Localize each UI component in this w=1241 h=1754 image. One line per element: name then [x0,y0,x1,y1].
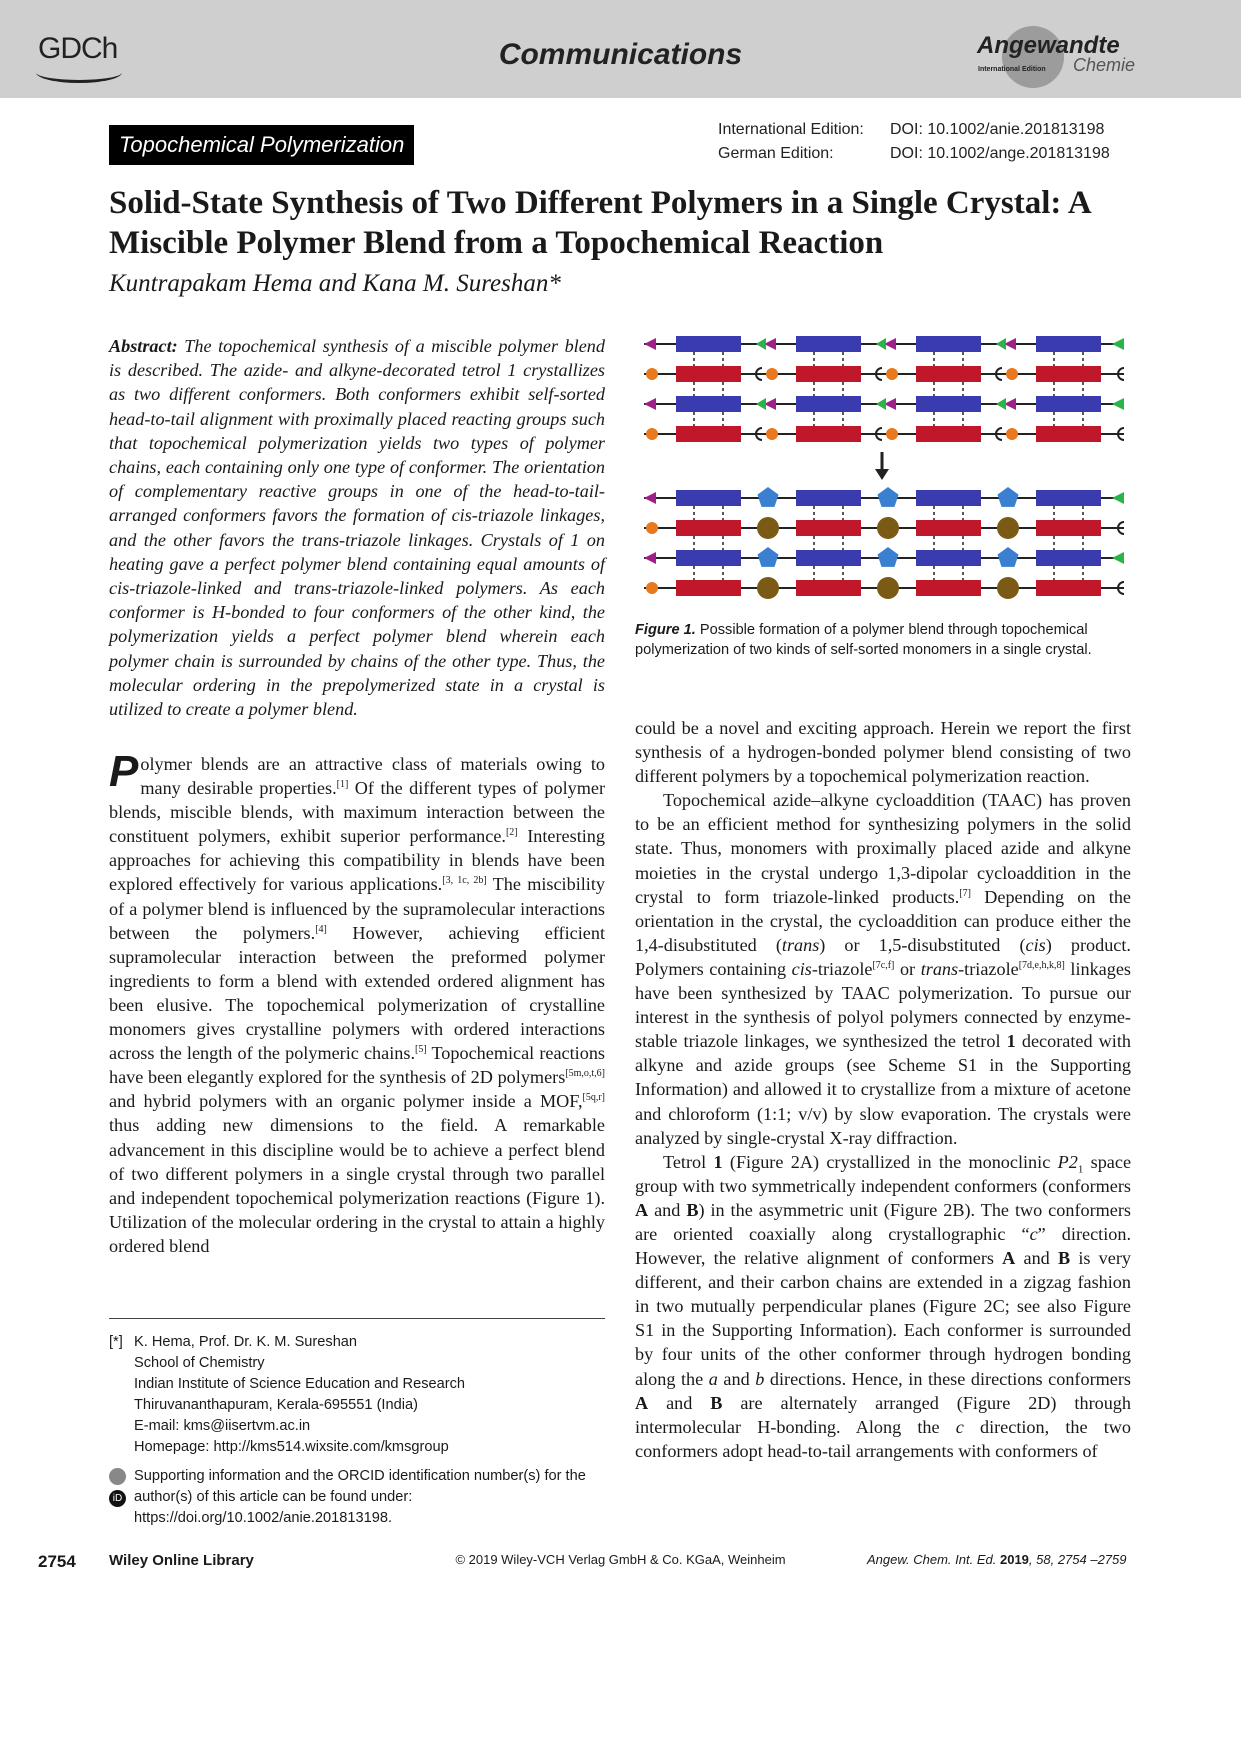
body-text: are alternately arranged (Figure 2D) through intermolecular H-bonding. Along the [635,1392,1131,1437]
body-text: -triazole [811,958,873,979]
azide-marker [1112,398,1124,410]
supporting-info-text[interactable]: Supporting information and the ORCID identification number(s) for the author(s) of this article can be found under: https://doi.org/10.1002/anie.201813198. [134,1468,586,1526]
article-category-tag: Topochemical Polymerization [109,125,414,165]
paragraph [635,788,1131,1149]
citation[interactable]: [1] [336,779,349,791]
polymer-block [796,520,861,536]
doi-label: German Edition: [718,145,834,162]
journal-citation [867,1552,1127,1567]
body-column-left [109,747,606,1258]
body-text: ) or 1,5-disubstituted ( [819,934,1026,955]
azide-marker [756,398,766,410]
triazole-link [757,517,779,539]
monomer-block [1036,396,1101,412]
triazole-link [757,577,779,599]
polymer-block [916,550,981,566]
monomer-block [916,366,981,382]
figure-1-caption [635,620,1131,660]
citation[interactable]: [5] [415,1044,427,1056]
footnote-line: Thiruvananthapuram, Kerala-695551 (India) [134,1397,418,1413]
body-text: ) product. Polymers containing [635,934,1131,979]
polymer-block [676,580,741,596]
body-text: A [635,1392,649,1413]
body-text: a [708,1368,718,1389]
wiley-online-library[interactable]: Wiley Online Library [109,1552,254,1569]
body-text: trans [920,958,959,979]
doi-value[interactable]: DOI: 10.1002/anie.201813198 [890,121,1105,138]
doi-value[interactable]: DOI: 10.1002/ange.201813198 [890,145,1110,162]
body-text: Depending on the orientation in the crystal, the cycloaddition can produce either the 1,4-disubstituted ( [635,886,1131,955]
body-text: trans [781,934,820,955]
body-text: and [717,1368,756,1389]
author-footnote [109,1332,605,1529]
triazole-link [997,517,1019,539]
monomer-block [676,336,741,352]
body-text: b [755,1368,765,1389]
alkyne-marker [886,368,898,380]
body-text: directions. Hence, in these directions conformers [764,1368,1131,1389]
body-text: Tetrol [663,1151,714,1172]
chain-end [644,552,656,564]
citation[interactable]: [2] [505,827,518,839]
monomer-block [676,366,741,382]
body-text: linkages have been synthesized by TAAC polymerization. To pursue our interest in the synthesis of polyol polymers connected by enzyme-stable triazole linkages, we synthesized the tetrol [635,958,1131,1052]
footnote-line: School of Chemistry [134,1355,265,1371]
section-heading: Communications [498,38,743,71]
body-text: B [710,1392,723,1413]
chain-end [1112,492,1124,504]
body-text: B [1058,1248,1071,1269]
body-text: is very different, and their carbon chains are extended in a zigzag fashion in two mutually perpendicular planes (Figure 2C; see also Figure S1 in the Supporting Information). Each conformer is surrounded by four units of the other conformer through hydrogen bonding along the [635,1248,1132,1389]
page-header [0,0,1241,98]
figure-caption-text: Possible formation of a polymer blend through topochemical polymerization of two kinds of self-sorted monomers in a single crystal. [635,622,1092,658]
chain-end [1112,552,1124,564]
body-column-right [635,716,1131,1463]
alkyne-marker [886,428,898,440]
polymer-block [916,520,981,536]
reaction-arrow-head [875,469,889,480]
monomer-block [676,396,741,412]
azide-marker [996,338,1006,350]
alkyne-marker [646,428,658,440]
triazole-link [758,547,779,567]
body-text: Topochemical azide–alkyne cycloaddition (TAAC) has proven to be an efficient method for synthesizing polymers in the solid state. Thus, monomers with proximally placed azide and alkyne moieties in the crystal undergo 1,3-dipolar cycloaddition in the crystal to form triazole-linked products. [635,790,1131,907]
body-text: Topochemical reactions have been elegantly explored for the synthesis of 2D polymers [109,1043,605,1088]
polymer-block [796,490,861,506]
citation[interactable]: [7c,f] [872,959,895,971]
chain-end [646,522,658,534]
triazole-link [998,547,1019,567]
body-text: cis [1025,934,1046,955]
citation[interactable]: [7] [959,887,971,899]
monomer-block [1036,366,1101,382]
triazole-link [878,547,899,567]
monomer-block [916,336,981,352]
triazole-link [758,487,779,507]
citation-year: 2019 [999,1552,1029,1567]
azide-marker [756,338,766,350]
body-text: and [648,1392,711,1413]
citation[interactable]: [5m,o,t,6] [565,1068,605,1080]
monomer-block [1036,336,1101,352]
orcid-icon: iD [109,1490,126,1507]
monomer-block [916,396,981,412]
alkyne-marker [646,368,658,380]
body-text: The miscibility of a polymer blend is influenced by the supramolecular interactions between the polymers. [109,874,605,943]
azide-marker [1112,338,1124,350]
figure-label: Figure 1. [635,622,696,638]
angewandte-logo: Angewandte [977,32,1120,59]
drop-cap: P [109,747,139,796]
alkyne-marker [1006,368,1018,380]
footnote-line: K. Hema, Prof. Dr. K. M. Sureshan [134,1334,358,1350]
polymer-block [1036,550,1101,566]
chemie-logo: Chemie [1073,55,1136,75]
body-text: B [686,1199,699,1220]
copyright: © 2019 Wiley-VCH Verlag GmbH & Co. KGaA, Weinheim [455,1552,786,1567]
body-text: P2 [1057,1151,1078,1172]
triazole-link [998,487,1019,507]
abstract-label: Abstract: [109,336,178,356]
supporting-info-icon [109,1468,126,1485]
polymer-block [1036,490,1101,506]
gdch-logo: GDCh [38,32,118,65]
polymer-block [1036,580,1101,596]
polymer-block [916,490,981,506]
polymer-block [796,550,861,566]
article-authors: Kuntrapakam Hema and Kana M. Sureshan* [109,270,561,297]
azide-marker [996,398,1006,410]
footnote-mark: [*] [109,1334,123,1350]
doi-german [718,145,1110,163]
monomer-block [1036,426,1101,442]
monomer-block [796,426,861,442]
alkyne-marker [644,338,656,350]
body-text: A [1002,1248,1016,1269]
triazole-link [997,577,1019,599]
polymer-block [676,490,741,506]
citation-volume-pages: , 58, 2754 –2759 [1028,1552,1127,1567]
body-text: 1 [713,1151,723,1172]
body-text: olymer blends are an attractive class of materials owing to many desirable properties. [140,754,605,799]
footnote-divider [109,1318,605,1319]
citation[interactable]: [5q,r] [582,1092,605,1104]
body-text: However, achieving efficient supramolecular interaction between the preformed polymer ingredients to form a blend with extended ordered alignment has been elusive. The topochemical polymerization of crystalline monomers gives crystalline polymers with ordered interactions across the length of the polymeric chains. [109,922,605,1064]
monomer-block [796,336,861,352]
monomer-block [916,426,981,442]
body-text: and hybrid polymers with an organic polymer inside a MOF, [109,1091,583,1112]
polymer-block [1036,520,1101,536]
abstract [109,334,605,721]
body-text: Interesting approaches for achieving this compatibility in blends have been explored effectively for various applications. [109,826,605,895]
footnote-email[interactable]: E-mail: kms@iisertvm.ac.in [134,1418,311,1434]
body-text: ” direction. However, the relative alignment of conformers [635,1223,1131,1269]
international-edition-logo: International Edition [978,66,1046,73]
body-text: could be a novel and exciting approach. Herein we report the first synthesis of a hydrogen-bonded polymer blend consisting of two different polymers by a topochemical polymerization reaction. [635,718,1131,787]
polymer-block [796,580,861,596]
body-text: c [1029,1223,1038,1244]
article-title: Solid-State Synthesis of Two Different Polymers in a Single Crystal: A Miscible Polymer Blend from a Topochemical Reaction [109,185,1090,261]
monomer-block [796,396,861,412]
paragraph [635,1150,1131,1463]
paragraph [635,716,1131,788]
body-text: ) in the asymmetric unit (Figure 2B). The two conformers are oriented coaxially along crystallographic “ [635,1199,1131,1244]
doi-international [718,121,1104,139]
abstract-text: The topochemical synthesis of a miscible polymer blend is described. The azide- and alkyne-decorated tetrol 1 crystallizes as two different conformers. Both conformers exhibit self-sorted head-to-tail alignment with proximally placed reacting groups such that topochemical polymerization yields two types of polymer chains, each containing only one type of conformer. The orientation of complementary reactive groups in one of the head-to-tail-arranged conformers favors the formation of cis-triazole linkages, and the other favors the trans-triazole linkages. Crystals of 1 on heating gave a perfect polymer blend containing equal amounts of cis-triazole-linked and trans-triazole-linked polymers. As each conformer is H-bonded to four conformers of the other kind, the polymerization yields a perfect polymer blend wherein each polymer chain is surrounded by chains of the other type. Thus, the molecular ordering in the prepolymerized state in a crystal is utilized to create a polymer blend. [109,336,605,720]
body-text: 1 [1077,1163,1084,1176]
body-text: space group with two symmetrically independent conformers (conformers [635,1151,1132,1196]
body-text: -triazole [958,958,1019,979]
doi-label: International Edition: [718,121,864,138]
citation[interactable]: [3, 1c, 2b] [442,875,487,887]
citation[interactable]: [7d,e,h,k,8] [1018,959,1065,971]
body-text: 1 [1006,1031,1016,1052]
footnote-line: Indian Institute of Science Education and Research [134,1376,466,1392]
azide-marker [876,398,886,410]
triazole-link [878,487,899,507]
alkyne-marker [766,368,778,380]
body-text: thus adding new dimensions to the field. A remarkable advancement in this discipline would be to achieve a perfect blend of two different polymers in a single crystal through two parallel and independent topochemical polymerization reactions (Figure 1). Utilization of the molecular ordering in the crystal to attain a highly ordered blend [109,1115,605,1256]
polymer-block [676,520,741,536]
body-text: and [1015,1248,1058,1269]
citation[interactable]: [4] [315,923,327,935]
body-text: (Figure 2A) crystallized in the monoclinic [722,1151,1058,1172]
body-text: direction, the two conformers adopt head-to-tail arrangements with conformers of [635,1416,1131,1461]
body-text: cis [791,958,812,979]
monomer-block [796,366,861,382]
chain-end [644,492,656,504]
azide-marker [876,338,886,350]
triazole-link [877,577,899,599]
triazole-link [877,517,899,539]
page-number: 2754 [38,1552,76,1571]
alkyne-marker [1006,428,1018,440]
body-text: c [955,1416,964,1437]
monomer-block [676,426,741,442]
citation-journal: Angew. Chem. Int. Ed. [867,1552,997,1567]
polymer-block [676,550,741,566]
alkyne-marker [766,428,778,440]
chain-end [646,582,658,594]
footnote-homepage[interactable]: Homepage: http://kms514.wixsite.com/kmsgroup [134,1439,449,1455]
body-text: or [894,958,921,979]
body-text: A [635,1199,649,1220]
body-text: Of the different types of polymer blends, miscible blends, with maximum interaction between the constituent polymers, exhibit superior performance. [109,778,606,847]
body-text: decorated with alkyne and azide groups (see Scheme S1 in the Supporting Information) and allowed it to crystallize from a mixture of acetone and chloroform (1:1; v/v) by slow evaporation. The crystals were analyzed by single-crystal X-ray diffraction. [635,1031,1131,1148]
figure-1-graphic [636,330,1130,615]
body-text: and [648,1199,687,1220]
polymer-block [916,580,981,596]
alkyne-marker [644,398,656,410]
